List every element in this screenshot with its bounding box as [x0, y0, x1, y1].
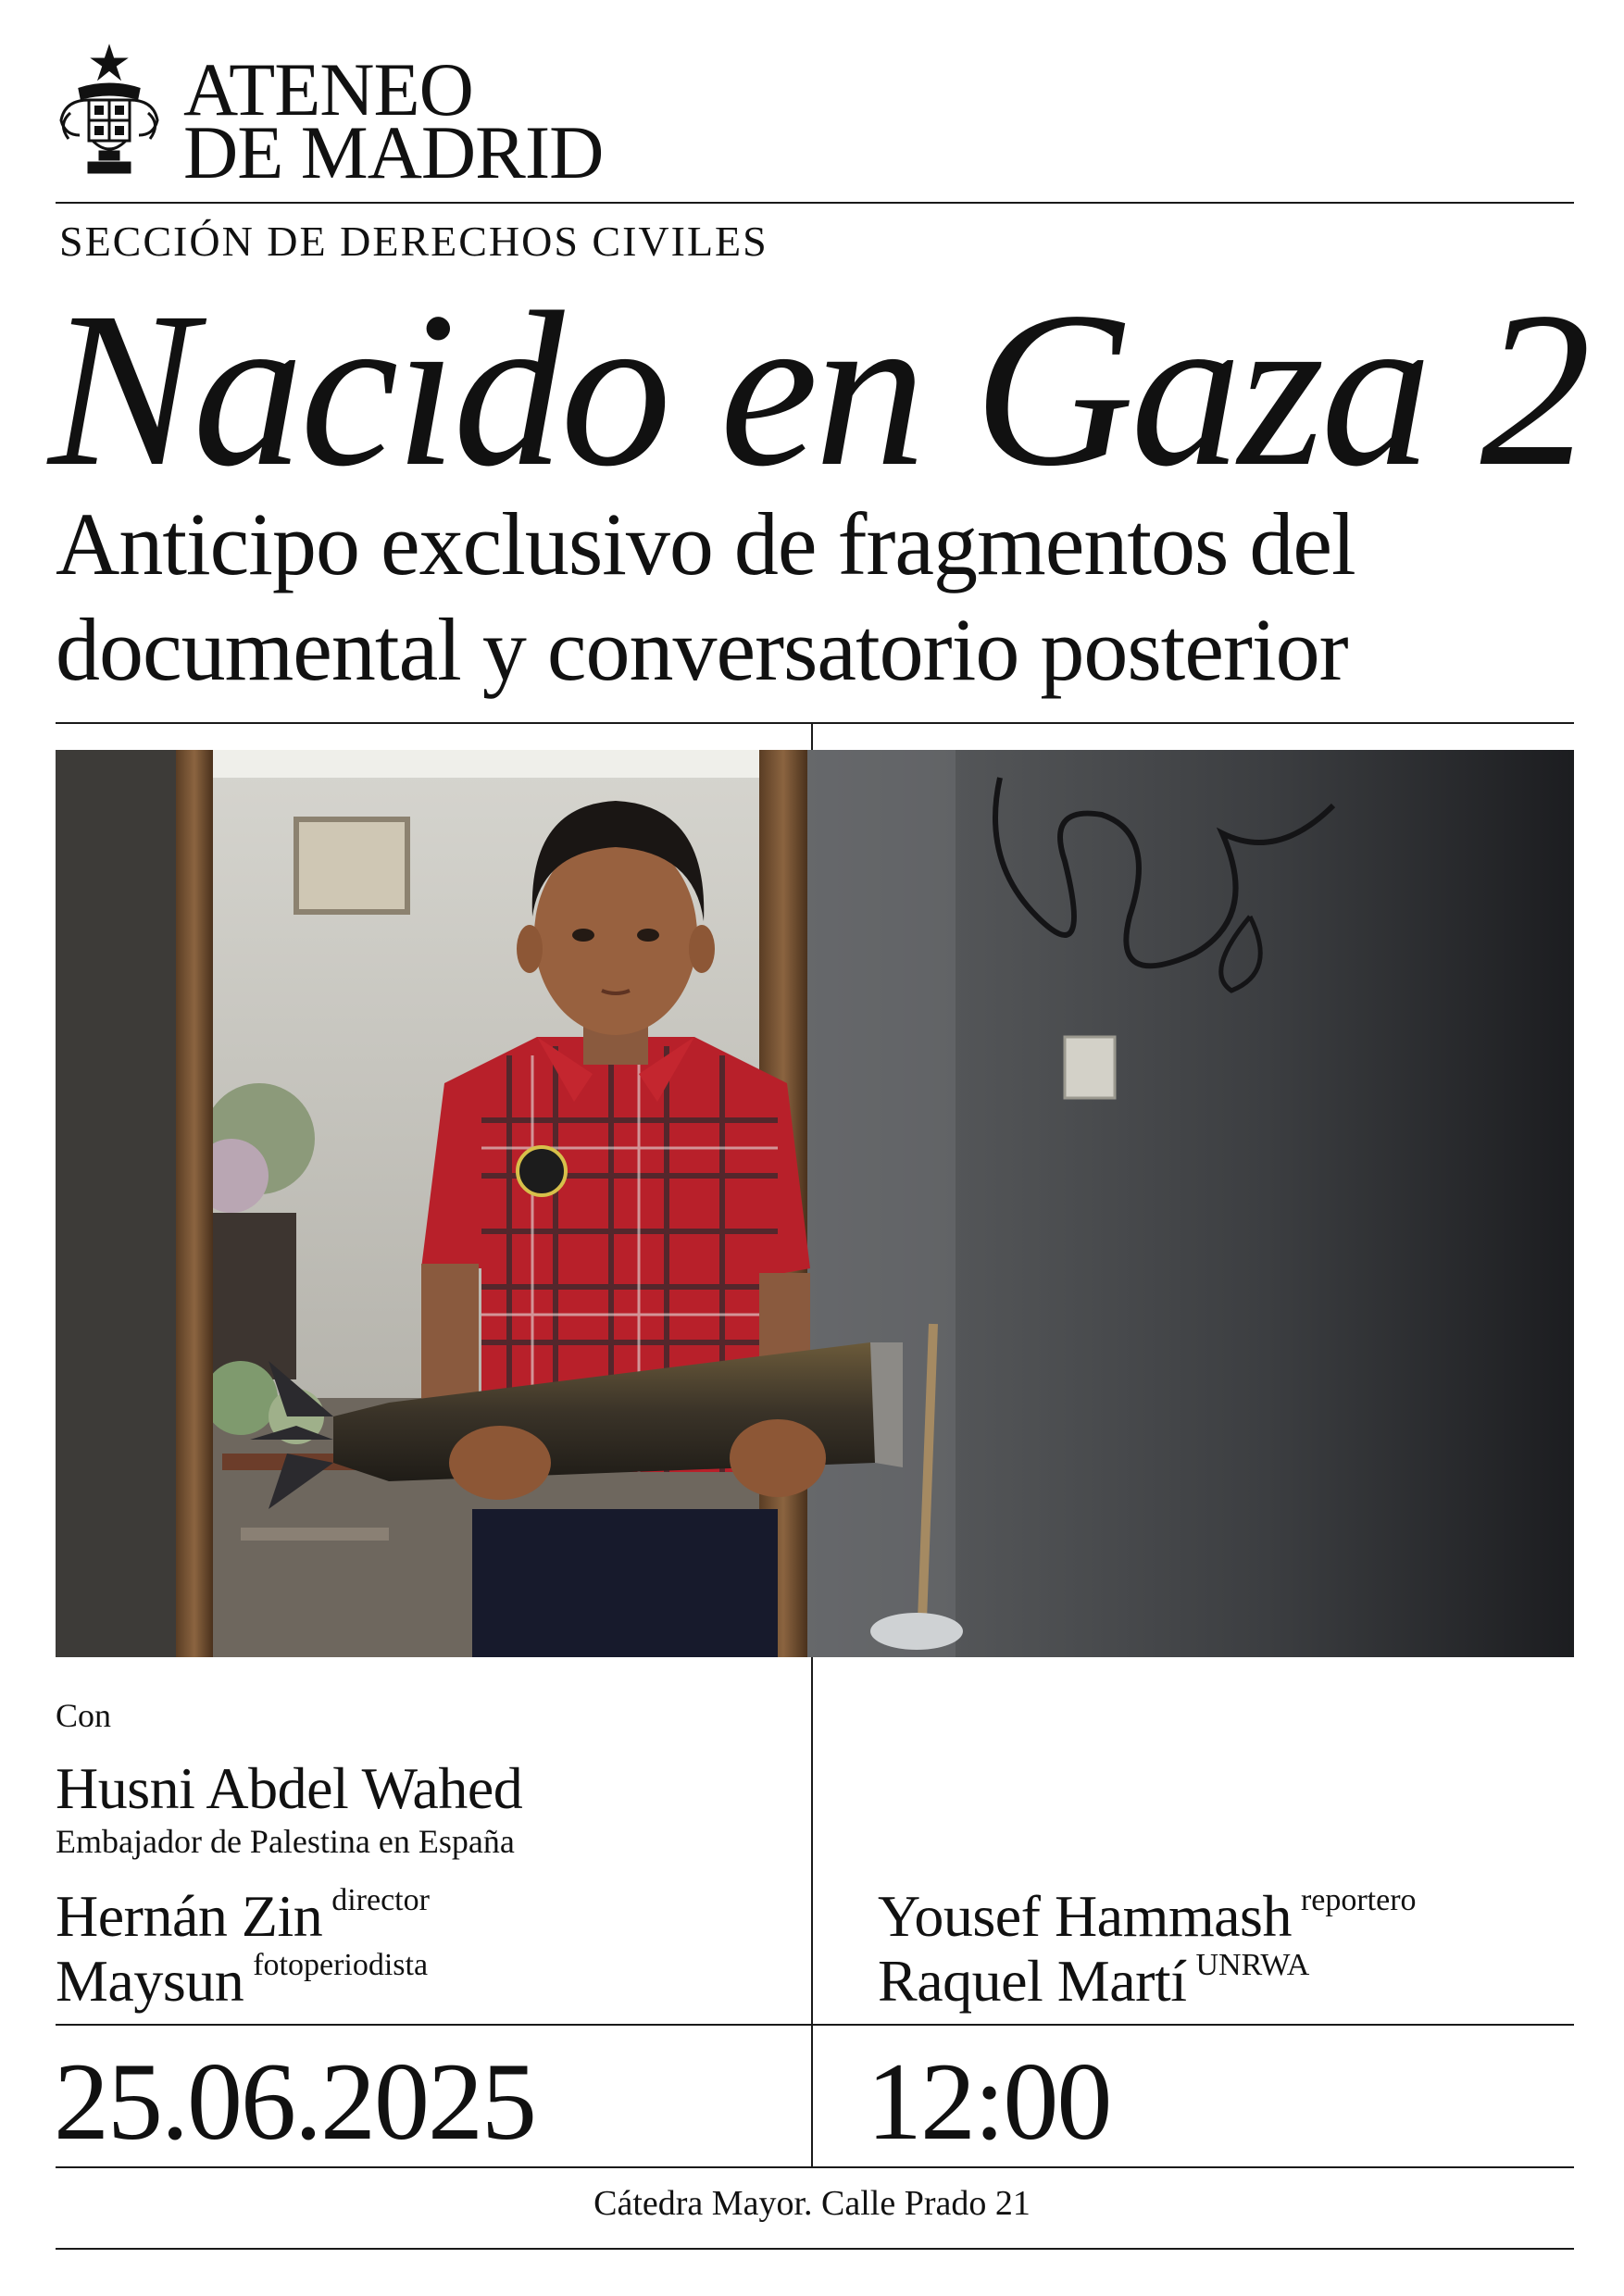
footer-divider: [56, 2248, 1574, 2250]
speaker-entry: [56, 1948, 429, 2014]
boy-holding-mortar-shell-photo: [56, 750, 1574, 1657]
speaker-role: reportero: [1300, 1883, 1417, 1917]
speaker-entry: [878, 1948, 1310, 2014]
title-divider: [56, 722, 1574, 724]
speaker-role: fotoperiodista: [253, 1948, 429, 1982]
title-center-tick: [811, 722, 813, 750]
speaker-role: director: [331, 1883, 430, 1917]
speaker-role: UNRWA: [1195, 1948, 1310, 1982]
event-subtitle-line1: Anticipo exclusivo de fragmentos del: [56, 494, 1355, 593]
speaker-name: Hernán Zin: [56, 1883, 323, 1949]
speaker-name: Yousef Hammash: [878, 1883, 1292, 1949]
header-divider: [56, 202, 1574, 204]
event-venue: Cátedra Mayor. Calle Prado 21: [593, 2184, 1031, 2223]
brand-name-line2: DE MADRID: [183, 110, 604, 194]
section-label: SECCIÓN DE DERECHOS CIVILES: [59, 218, 768, 265]
event-time: 12:00: [867, 2040, 1111, 2163]
speakers-intro: Con: [56, 1697, 112, 1734]
brand-name-line1: ATENEO: [183, 47, 473, 131]
event-date: 25.06.2025: [54, 2040, 535, 2163]
ateneo-crest-icon: [52, 43, 167, 178]
speaker-name: Raquel Martí: [878, 1948, 1187, 2014]
photo-center-divider: [811, 1657, 813, 2166]
speaker-name: Maysun: [56, 1948, 244, 2014]
speaker-name: Husni Abdel Wahed: [56, 1755, 523, 1821]
datetime-divider: [56, 2166, 1574, 2168]
event-title: Nacido en Gaza 2: [48, 266, 1588, 512]
speakers-divider: [56, 2024, 1574, 2026]
event-subtitle-line2: documental y conversatorio posterior: [56, 600, 1348, 699]
speaker-entry: [878, 1883, 1417, 1949]
speaker-entry: [56, 1883, 430, 1949]
speaker-role: Embajador de Palestina en España: [56, 1823, 515, 1860]
